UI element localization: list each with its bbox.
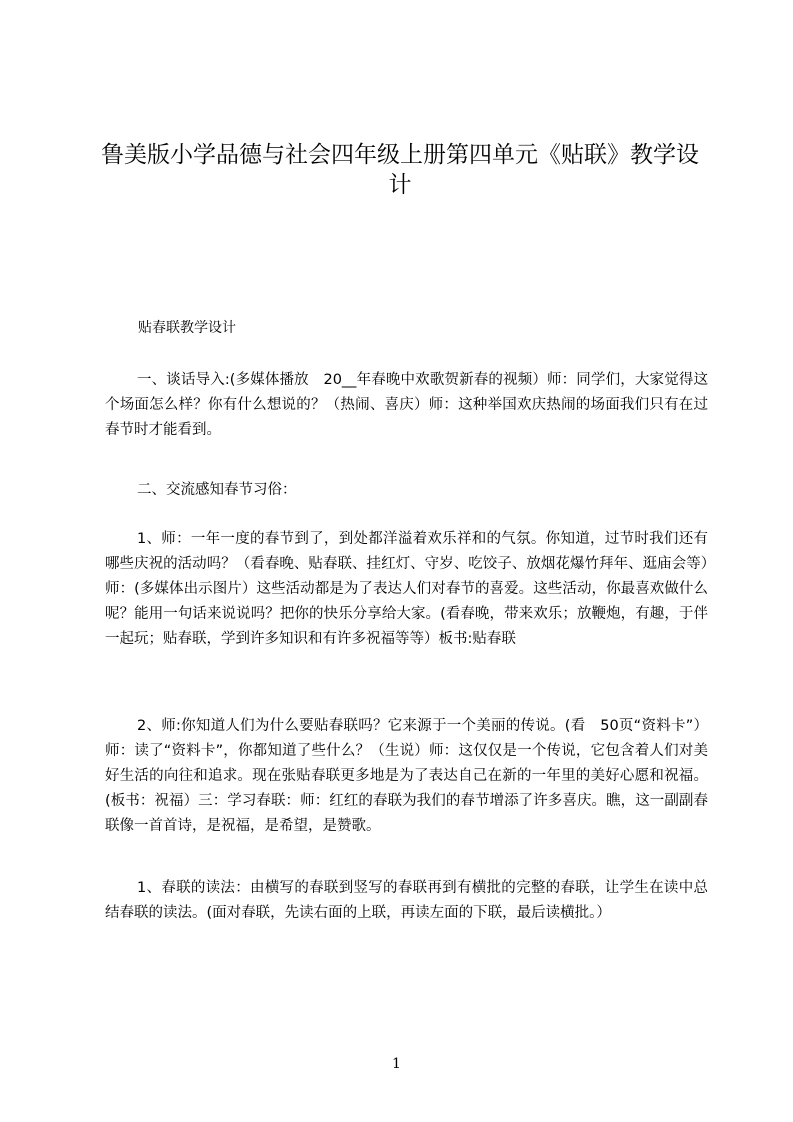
paragraph-reading-method: 1、春联的读法：由横写的春联到竖写的春联再到有横批的完整的春联，让学生在读中总结春联的读法。(面对春联，先读右面的上联，再读左面的下联，最后读横批。） (105, 880, 708, 921)
paragraph-activities: 1、师：一年一度的春节到了，到处都洋溢着欢乐祥和的气氛。你知道，过节时我们还有哪些庆祝的活动吗？（看春晚、贴春联、挂红灯、守岁、吃饺子、放烟花爆竹拜年、逛庙会等）师：(多媒体出示图片）这些活动都是为了表达人们对春节的喜爱。这些活动，你最喜欢做什么呢？能用一句话来说说吗？把你的快乐分享给大家。(看春晚，带来欢乐；放鞭炮，有趣，于伴一起玩；贴春联，学到许多知识和有许多祝福等等）板书:贴春联 (105, 531, 708, 647)
document-subtitle: 贴春联教学设计 (138, 320, 236, 336)
document-title: 鲁美版小学品德与社会四年级上册第四单元《贴联》教学设计 (101, 142, 699, 198)
paragraph-legend: 2、师:你知道人们为什么要贴春联吗？它来源于一个美丽的传说。(看 50页“资料卡”）师：读了“资料卡”，你都知道了些什么？（生说）师：这仅仅是一个传说，它包含着人们对美好生活的向往和追求。现在张贴春联更多地是为了表达自己在新的一年里的美好心愿和祝福。(板书：祝福）三：学习春联：师：红红的春联为我们的春节增添了许多喜庆。瞧，这一副副春联像一首首诗，是祝福，是希望，是赞歌。 (105, 718, 708, 834)
paragraph-intro: 一、谈话导入:(多媒体播放 20__年春晚中欢歌贺新春的视频）师：同学们，大家觉得这个场面怎么样？你有什么想说的？（热闹、喜庆）师：这种举国欢庆热闹的场面我们只有在过春节时才能看到。 (105, 372, 708, 438)
page-number: 1 (392, 1056, 401, 1072)
paragraph-heading-customs: 二、交流感知春节习俗： (137, 482, 297, 498)
